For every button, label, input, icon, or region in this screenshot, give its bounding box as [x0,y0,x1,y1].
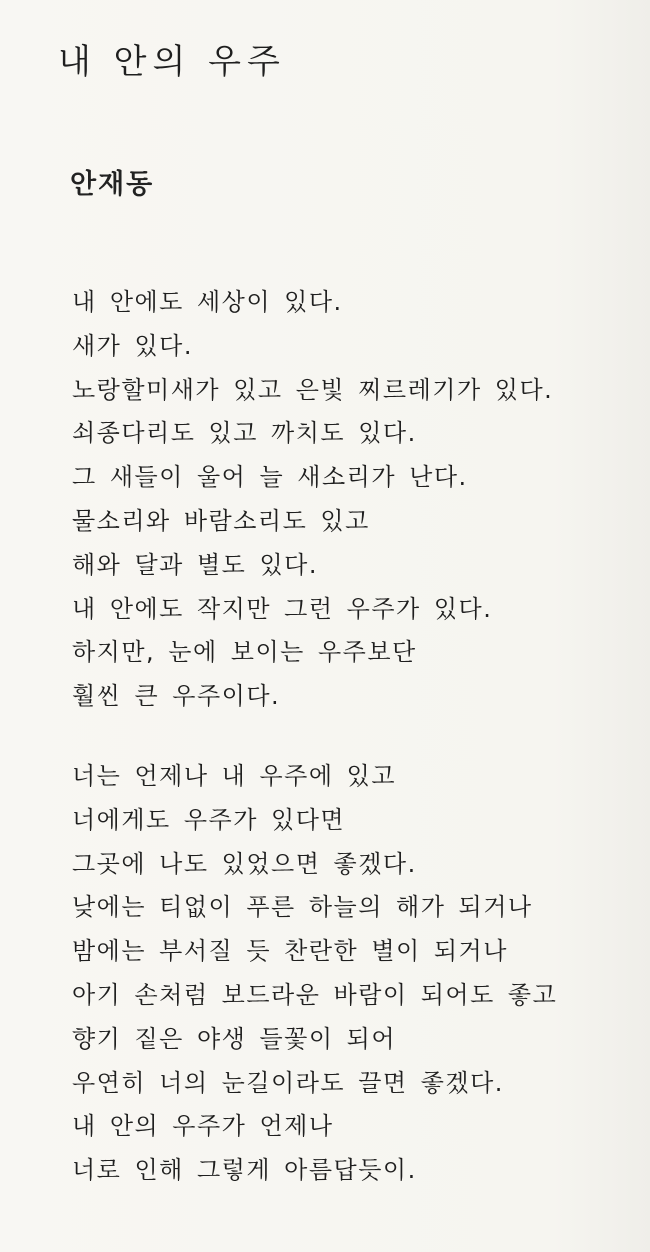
poem-line: 너에게도 우주가 있다면 [72,805,346,834]
poem-author: 안재동 [70,169,155,200]
poem-line: 내 안에도 세상이 있다. [72,288,343,316]
poem-line: 쇠종다리도 있고 까치도 있다. [72,419,417,448]
poem-line: 물소리와 바람소리도 있고 [72,506,370,535]
poem-line: 그 새들이 울어 늘 새소리가 난다. [72,463,468,492]
poem-line: 훨씬 큰 우주이다. [72,682,281,711]
poem-line: 내 안의 우주가 언제나 [72,1112,334,1141]
poem-line: 그곳에 나도 있었으면 좋겠다. [72,849,417,878]
poem-line: 아기 손처럼 보드라운 바람이 되어도 좋고 [72,980,558,1009]
stanza-2 [72,755,557,1193]
poem-line: 너는 언제나 내 우주에 있고 [72,762,397,790]
poem-line: 우연히 너의 눈길이라도 끌면 좋겠다. [72,1068,504,1097]
poem-line: 밤에는 부서질 듯 찬란한 별이 되거나 [72,937,508,966]
poem-line: 향기 짙은 야생 들꽃이 되어 [72,1024,397,1053]
poem-title: 내 안의 우주 [58,42,286,82]
poem-line: 너로 인해 그렇게 아름답듯이. [72,1156,417,1185]
stanza-1 [72,281,553,719]
poem-line: 해와 달과 별도 있다. [72,550,318,579]
poem-line: 내 안에도 작지만 그런 우주가 있다. [72,594,493,623]
poem-line: 새가 있다. [72,331,193,360]
poem-line: 하지만, 눈에 보이는 우주보단 [72,638,417,667]
poem-line: 노랑할미새가 있고 은빛 찌르레기가 있다. [72,375,554,404]
poem-line: 낮에는 티없이 푸른 하늘의 해가 되거나 [72,893,533,922]
